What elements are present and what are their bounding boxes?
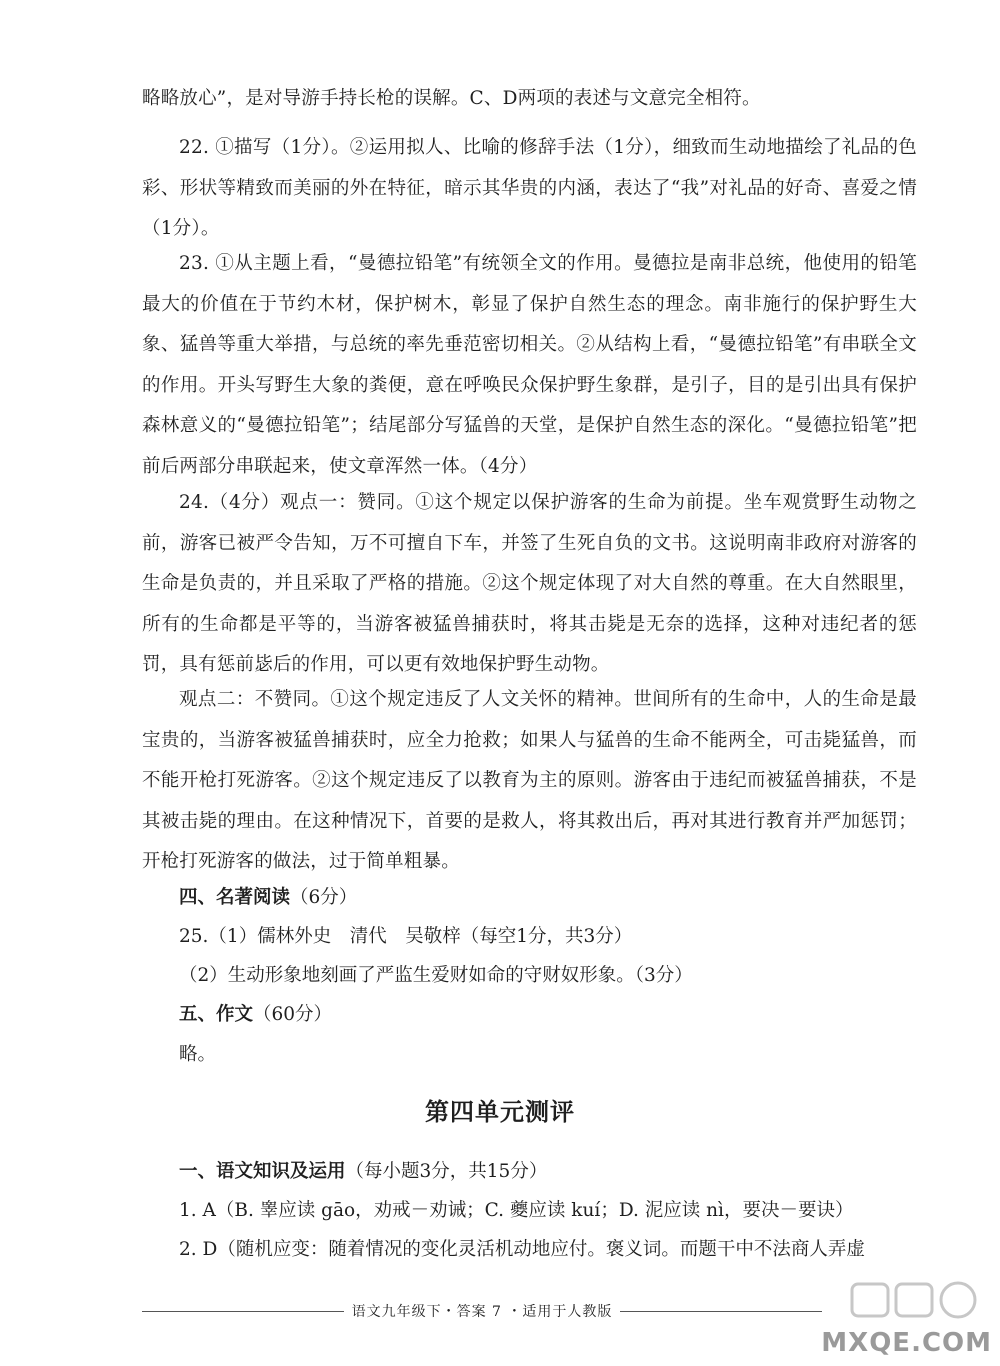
q1-answer: 1. A（B. 睾应读 gāo，劝戒－劝诫；C. 夔应读 kuí；D. 泥应读 nì，要决－要诀） [179, 1200, 854, 1221]
paragraph-21-end: 略略放心”，是对导游手持长枪的误解。C、D两项的表述与文意完全相符。 [142, 88, 761, 109]
paragraph-24-view1: 24.（4分）观点一：赞同。①这个规定以保护游客的生命为前提。坐车观赏野生动物之前，游客已被严令告知，万不可擅自下车，并签了生死自负的文书。这说明南非政府对游客的生命是负责的，并且采取了严格的措施。②这个规定体现了对大自然的尊重。在大自然眼里，所有的生命都是平等的，当游客被猛兽捕获时，将其击毙是无奈的选择，这种对违纪者的惩罚，具有惩前毖后的作用，可以更有效地保护野生动物。 [142, 492, 917, 675]
section-4-title: 四、名著阅读 [179, 887, 291, 908]
essay-answer: 略。 [179, 1044, 217, 1065]
footer-rule-right [620, 1311, 822, 1312]
unit-title: 第四单元测评 [425, 1097, 575, 1126]
section-1-heading [179, 1152, 954, 1192]
q2-answer: 2. D（随机应变：随着情况的变化灵活机动地应付。褒义词。而题干中不法商人弄虚 [179, 1239, 865, 1260]
q25-answer-1: 25.（1）儒林外史 清代 吴敬梓（每空1分，共3分） [179, 926, 633, 947]
section-5-title: 五、作文 [179, 1004, 254, 1025]
section-1-score: （每小题3分，共15分） [345, 1161, 548, 1182]
q25-answer-2: （2）生动形象地刻画了严监生爱财如命的守财奴形象。（3分） [179, 965, 693, 986]
paragraph-23: 23. ①从主题上看，“曼德拉铅笔”有统领全文的作用。曼德拉是南非总统，他使用的铅笔最大的价值在于节约木材，保护树木，彰显了保护自然生态的理念。南非施行的保护野生大象、猛兽等重大举措，与总统的率先垂范密切相关。②从结构上看，“曼德拉铅笔”有串联全文的作用。开头写野生大象的粪便，意在呼唤民众保护野生象群，是引子，目的是引出具有保护森林意义的“曼德拉铅笔”；结尾部分写猛兽的天堂，是保护自然生态的深化。“曼德拉铅笔”把前后两部分串联起来，使文章浑然一体。（4分） [142, 253, 917, 477]
section-4-heading [179, 878, 954, 918]
section-5-score: （60分） [253, 1004, 333, 1025]
paragraph-22: 22. ①描写（1分）。②运用拟人、比喻的修辞手法（1分），细致而生动地描绘了礼品的色彩、形状等精致而美丽的外在特征，暗示其华贵的内涵，表达了“我”对礼品的好奇、喜爱之情（1分）。 [142, 137, 917, 239]
page-footer [142, 1298, 822, 1324]
section-4-score: （6分） [290, 887, 358, 908]
watermark-text: MXQE.COM [821, 1328, 992, 1358]
footer-rule-left [142, 1311, 344, 1312]
section-1-title: 一、语文知识及运用 [179, 1161, 346, 1182]
paragraph-24-view2: 观点二：不赞同。①这个规定违反了人文关怀的精神。世间所有的生命中，人的生命是最宝贵的，当游客被猛兽捕获时，应全力抢救；如果人与猛兽的生命不能两全，可击毙猛兽，而不能开枪打死游客。②这个规定违反了以教育为主的原则。游客由于违纪而被猛兽捕获，不是其被击毙的理由。在这种情况下，首要的是救人，将其救出后，再对其进行教育并严加惩罚；开枪打死游客的做法，过于简单粗暴。 [142, 689, 917, 872]
footer-text: 语文九年级下・答案 7 ・适用于人教版 [351, 1304, 613, 1320]
section-5-heading [179, 995, 954, 1035]
